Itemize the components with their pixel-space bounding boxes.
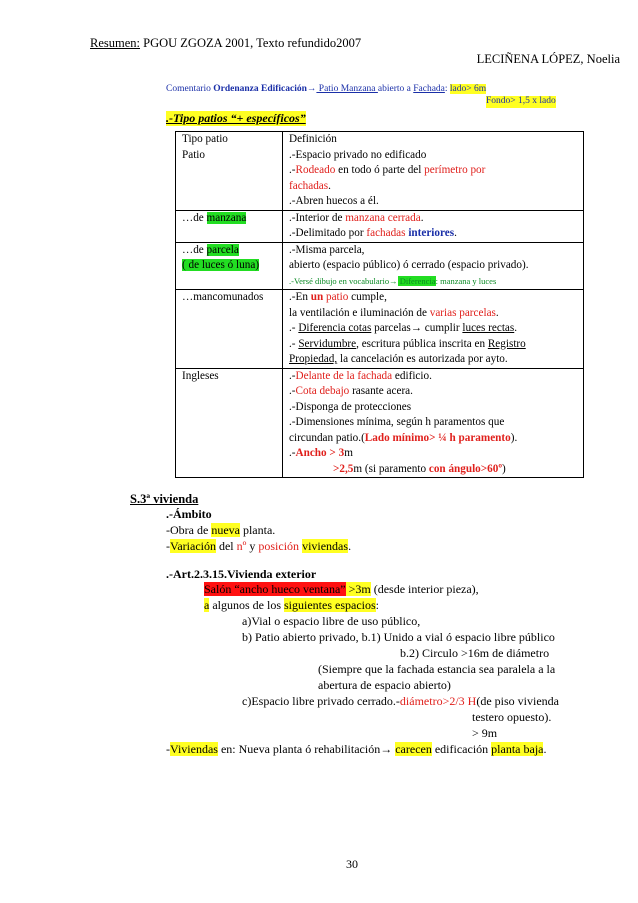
author-name: LECIÑENA LÓPEZ, Noelia xyxy=(476,52,620,66)
fachada-text: Fachada xyxy=(413,84,445,94)
patio-manzana-text: Patio Manzana xyxy=(316,84,378,94)
comment-line: Comentario Ordenanza Edificación→ Patio Manzana abierto a Fachada: lado> 6m xyxy=(166,84,487,94)
luces-luna-highlight: ( de luces ó luna) xyxy=(182,259,260,271)
header-definicion: Definición xyxy=(283,132,584,148)
option-c: c)Espacio libre privado cerrado.-diámetro>2/3 H(de piso vivienda xyxy=(242,694,559,708)
ordenanza-text: Ordenanza Edificación xyxy=(213,84,307,94)
lado-highlight: lado> 6m xyxy=(449,84,487,94)
option-a: a)Vial o espacio libre de uso público, xyxy=(242,614,421,628)
table-header-row xyxy=(176,132,584,148)
table-row-patio: Patio .-Espacio privado no edificado .-Rodeado en todo ó parte del perímetro por fachadas. .-Abren huecos a él. xyxy=(176,148,584,211)
arrow-icon: → xyxy=(306,84,317,94)
siempre-line-2: abertura de espacio abierto) xyxy=(318,678,451,692)
option-b2: b.2) Circulo >16m de diámetro xyxy=(400,646,550,660)
table-row-parcela: …de parcela ( de luces ó luna) .-Misma parcela, abierto (espacio público) ó cerrado (espacio privado). .-Versé dibujo en vocabulario→ Diferencia: manzana y luces xyxy=(176,242,584,290)
option-b: b) Patio abierto privado, b.1) Unido a vial ó espacio libre público xyxy=(242,630,555,644)
section-heading: S.3ª vivienda xyxy=(130,492,199,506)
ambito-heading: .-Ámbito xyxy=(166,507,212,521)
tipo-patios-heading: .-Tipo patios “+ específicos” xyxy=(166,111,306,125)
arrow-icon: → xyxy=(380,742,393,756)
manzana-highlight: manzana xyxy=(206,211,247,224)
table-row-manzana: …de manzana .-Interior de manzana cerrada. .-Delimitado por fachadas interiores. xyxy=(176,210,584,242)
table-row-ingleses: Ingleses .-Delante de la fachada edificio. .-Cota debajo rasante acera. .-Disponga de protecciones .-Dimensiones mínima, según h paramentos que circundan patio.(Lado mínimo> ¼ h paramento). .-Ancho > 3m >2,5m (si paramento con ángulo>60º) xyxy=(176,368,584,478)
nueve-line: > 9m xyxy=(472,726,498,740)
viviendas-line: -Viviendas en: Nueva planta ó rehabilitación→ carecen edificación planta baja. xyxy=(166,742,547,756)
arrow-icon: → xyxy=(389,275,398,286)
arrow-icon: → xyxy=(410,322,422,334)
parcela-highlight: parcela xyxy=(206,243,239,256)
salon-highlight: Salón “ancho hueco ventana” xyxy=(204,582,346,596)
testero-line: testero opuesto). xyxy=(472,710,552,724)
variacion-line: -Variación del nº y posición viviendas. xyxy=(166,539,352,553)
salon-line: Salón “ancho hueco ventana” >3m (desde interior pieza), xyxy=(204,582,479,596)
table-row-mancomunados: …mancomunados .-En un patio cumple, la ventilación e iluminación de varias parcelas. .- Diferencia cotas parcelas→ cumplir luces rectas. .- Servidumbre, escritura pública inscrita en Registro Propiedad, la cancelación es autorizada por ayto. xyxy=(176,290,584,369)
fondo-highlight: Fondo> 1,5 x lado xyxy=(486,96,556,106)
article-heading: .-Art.2.3.15.Vivienda exterior xyxy=(166,567,317,581)
document-title: PGOU ZGOZA 2001, Texto refundido2007 xyxy=(140,36,362,50)
resumen-label: Resumen: xyxy=(90,36,140,50)
page-number: 30 xyxy=(346,857,358,871)
obra-line: -Obra de nueva planta. xyxy=(166,523,276,537)
algunos-line: a algunos de los siguientes espacios: xyxy=(204,598,379,612)
siempre-line-1: (Siempre que la fachada estancia sea paralela a la xyxy=(318,662,556,676)
header-tipo: Tipo patio xyxy=(176,132,283,148)
tipo-patios-table xyxy=(175,131,584,478)
document-header xyxy=(90,36,361,52)
